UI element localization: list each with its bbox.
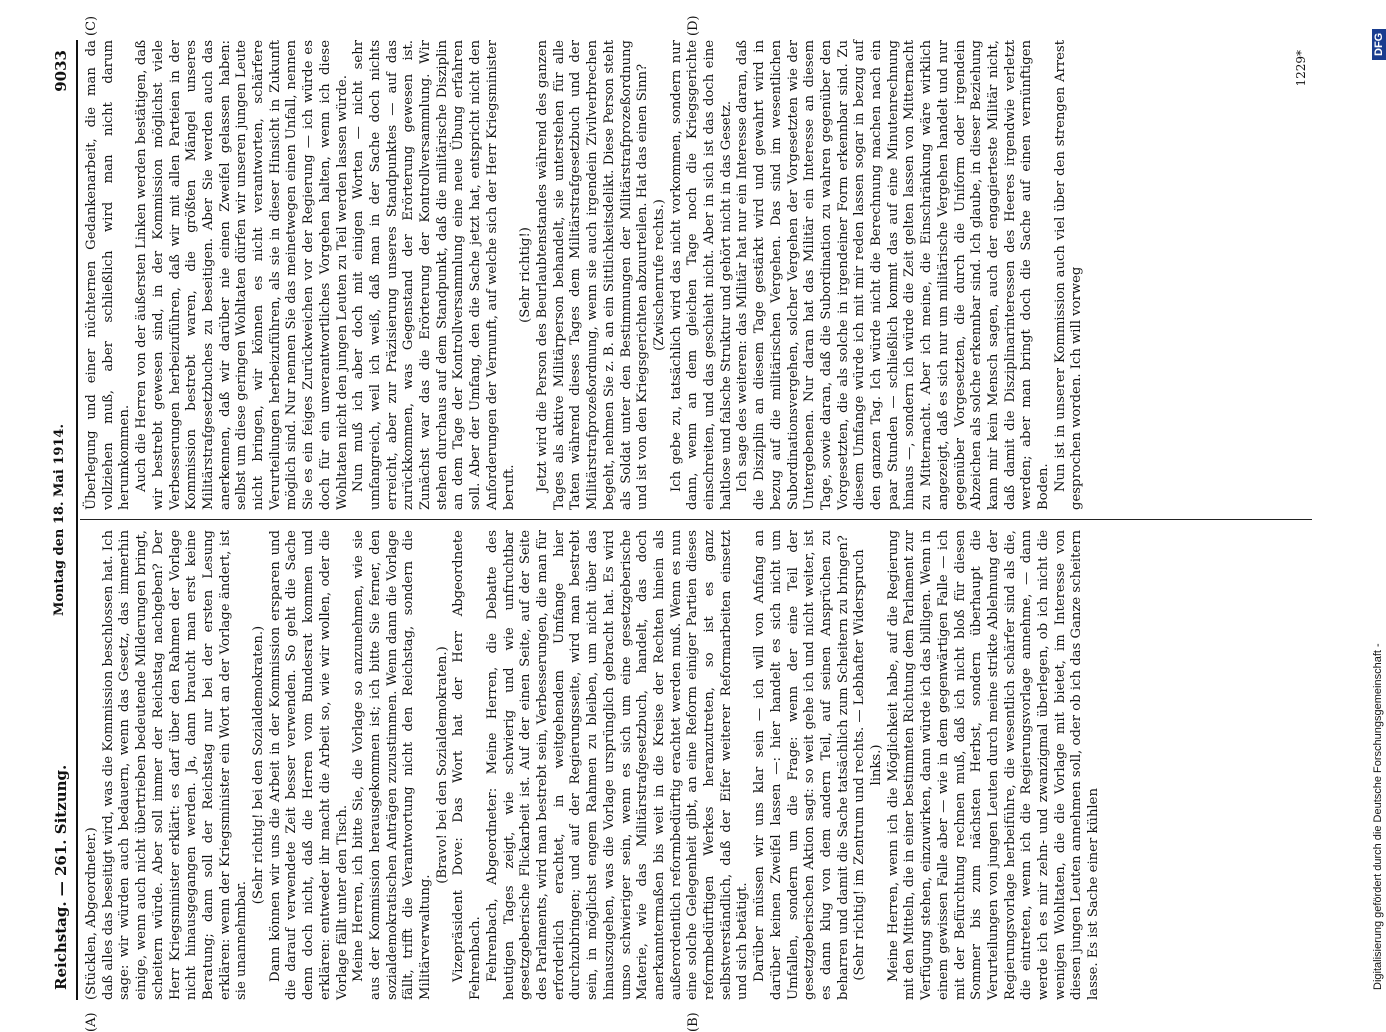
chair-statement: Vizepräsident Dove: Das Wort hat der Herr Abgeordnete Fehrenbach. [451,530,484,1000]
speaker-continuation: (Stücklen, Abgeordneter.) [84,827,99,1000]
paragraph: Meine Herren, ich bitte Sie, die Vorlage so anzunehmen, wie sie aus der Kommission herausgekommen ist; ich bitte Sie ferner, den sozialdemokratischen Anträgen zuzustimmen. Wenn dann die Vorlage fällt, trifft die Verantwortung nicht den Reichstag, sondern die Militärverwaltung. [351,530,434,1000]
paragraph: Meine Herren, wenn ich die Möglichkeit habe, auf die Regierung mit den Mitteln, die in einer bestimmten Richtung dem Parlament zur Verfügung stehen, einzuwirken, dann würde ich das billigen. Wenn in einem gewissen Falle aber — wie in dem gegenwärtigen Falle — ich mit der Befürchtung rechnen muß, daß ich nicht bloß für diesen Sommer bis zum nächsten Herbst, sondern überhaupt die Verurteilungen von jungen Leuten durch meine strikte Ablehnung der Regierungsvorlage herbeiführe, die wesentlich schärfer sind als die, die eintreten, wenn ich die Regierungsvorlage annehme, — dann werde ich es mir zehn- und zwanzigmal überlegen, ob ich nicht die wenigen Wohltaten, die die Vorlage mit bietet, im Interesse von diesen jungen Leuten annehmen soll, oder ob ich das Ganze scheitern lasse. Es ist Sache einer kühlen [885,530,1102,1000]
interjection: (Sehr richtig! bei den Sozialdemokraten.) [251,625,267,905]
column-divider [80,519,1312,520]
margin-marker-b: (B) [686,1012,701,1032]
paragraph: Jetzt wird die Person des Beurlaubtenstandes während des ganzen Tages als aktive Militärperson behandelt, sie unterstehen für alle Taten während dieses Tages dem Militärstrafgesetzbuch und der Militärstrafprozeßordnung, wenn sie auch irgendein Zivilverbrechen begeht, nehmen Sie z. B. an ein Sittlichkeitsdelikt. Diese Person steht als Soldat unter den Bestimmungen der Militärstrafprozeßordnung und ist von den Kriegsgerichten abzuurteilen. Hat das einen Sinn? [534,40,651,510]
interjection: (Sehr richtig! im Zentrum und rechts. — Lebhafter Widerspruch links.) [852,549,885,981]
paragraph: Darüber müssen wir uns klar sein — ich will von Anfang an darüber keinen Zweifel lassen —: hier handelt es sich nicht um Umfallen, sondern um die Frage: wenn der eine Teil der gesetzgeberischen Aktion sagt: so weit gehe ich und nicht weiter, ist es dann klug von dem andern Teil, auf seinen Ansprüchen zu beharren und damit die Sache tatsächlich zum Scheitern zu bringen? [752,530,851,1000]
paragraph: Nun ist in unserer Kommission auch viel über den strengen Arrest gesprochen worden. Ich will vorweg [1052,40,1085,510]
paragraph: Überlegung und einer nüchternen Gedankenarbeit, die man da vollziehen muß, aber schließlich wird man nicht darum herumkommen. [84,40,133,510]
speech-opening: Fehrenbach, Abgeordneter: Meine Herren, die Debatte des heutigen Tages zeigt, wie schwierig und wie unfruchtbar gesetzgeberische Flickarbeit ist. Auf der einen Seite, auf der Seite des Parlaments, wird man bestrebt sein, Verbesserungen, die man für erforderlich erachtet, in weitgehendem Umfange hier durchzubringen; und auf der Regierungsseite, wird man bestrebt sein, in möglichst engem Rahmen zu bleiben, um nicht über das hinauszugehen, was die Vorlage ursprünglich gebracht hat. Es wird umso schwieriger sein, wenn es sich um eine gesetzgeberische Materie, wie das Militärstrafgesetzbuch, handelt, das doch anerkanntermaßen bis weit in die Kreise der Rechten hinein als außerordentlich reformbedürftig erachtet werden muß. Wenn es nun eine solche Gelegenheit gibt, an eine Reform einiger Partien dieses reformbedürftigen Werkes heranzutreten, so ist es ganz selbstverständlich, daß der Eifer weiterer Reformarbeiten einsetzt und sich betätigt. [484,530,751,1000]
header-date: Montag den 18. Mai 1914. [52,423,67,617]
rotated-page [46,15,1316,1032]
dfg-logo: DFG [1372,29,1386,60]
sheet-number: 1229* [1294,50,1308,87]
paragraph: Auch die Herren von der äußersten Linken werden bestätigen, daß wir bestrebt gewesen sind, in der Kommission möglichst viele Verbesserungen herbeizuführen, daß wir mit allen Parteien in der Kommission bestrebt waren, die größten Mängel unseres Militärstrafgesetzbuches zu beseitigen. Aber Sie werden auch das anerkennen, daß wir darüber nie einen Zweifel gelassen haben: selbst um diese geringen Wohltaten dürfen wir unseren jungen Leute nicht bringen, wir können es nicht verantworten, schärfere Verurteilungen herbeizuführen, als sie in dieser Hinsicht in Zukunft möglich sind. Nur nennen Sie das meinetwegen einen Unfall, nennen Sie es ein feiges Zurückweichen vor der Regierung — ich würde es doch für ein unverantwortliches Vorgehen halten, wenn ich diese Wohltaten nicht den jungen Leuten zu Teil werden lassen würde. [134,40,350,510]
interjection: (Bravo! bei den Sozialdemokraten.) [434,646,450,884]
paragraph: Ich sage des weiteren: das Militär hat nur ein Interesse daran, daß die Disziplin an diesem Tage gestärkt wird und gewahrt wird in bezug auf die militärischen Vergehen. Das sind im wesentlichen Subordinationsvergehen, solcher Vergehen der Vorgesetzten wie der Untergebenen. Nur daran hat das Militär ein Interesse an diesem Tage, sowie daran, daß die Subordination zu wahren gegenüber den Vorgesetzten, die als solche in irgendeiner Form erkennbar sind. Zu diesem Umfange würde ich mit mir reden lassen sogar in bezug auf den ganzen Tag. Ich würde nicht die Berechnung machen nach ein paar Stunden — schließlich kommt das auf eine Minutenrechnung hinaus —, sondern ich würde die Zeit gelten lassen von Mitternacht zu Mitternacht. Aber ich meine, die Einschränkung wäre wirklich angezeigt, daß es sich nur um militärische Vergehen handelt und nur gegenüber Vorgesetzten, die durch die Uniform oder irgendein Abzeichen als solche erkennbar sind. Ich glaube, in dieser Beziehung kann mir kein Mensch sagen, auch der engagierteste Militär nicht, daß damit die Disziplinarinteressen des Heeres irgendwie verletzt werden; aber man bringt doch die Sache auf einen vernünftigen Boden. [735,40,1052,510]
header-page-number: 9033 [52,50,70,92]
interjection: (Sehr richtig!) [518,227,534,323]
left-column [84,530,1309,1000]
margin-marker-c: (C) [84,15,99,36]
paragraph: Ich gebe zu, tatsächlich wird das nicht vorkommen, sondern nur dann, wenn an dem gleichen Tage noch die Kriegsgerichte einschreiten, und das geschieht nicht. Aber in sich ist das doch eine haltlose und falsche Struktur und gehört nicht in das Gesetz. [668,40,734,510]
margin-marker-a: (A) [84,1012,99,1032]
right-column [84,40,1309,510]
digitization-credit [1340,0,1385,1000]
paragraph: Dann können wir uns die Arbeit in der Kommission ersparen und die darauf verwendete Zeit besser verwenden. So geht die Sache denn doch nicht, daß die Herren vom Bundesrat kommen und erklären: entweder ihr macht die Arbeit so, wie wir wollen, oder die Vorlage fällt unter den Tisch. [267,530,350,1000]
paragraph: daß alles das beseitigt wird, was die Kommission beschlossen hat. Ich sage: wir würden auch bedauern, wenn das Gesetz, das immerhin einige, wenn auch nicht übertrieben bedeutende Milderungen bringt, scheitern würde. Aber soll immer der Reichstag nachgeben? Der Herr Kriegsminister erklärt: es darf über den Rahmen der Vorlage nicht hinausgegangen werden. Ja, dann braucht man erst keine Beratung; dann soll der Reichstag nur bei der ersten Lesung erklären: wenn der Kriegsminister ein Wort an der Vorlage ändert, ist sie unannehmbar. [100,530,250,1000]
header-session: Reichstag. — 261. Sitzung. [52,764,70,990]
page-header [46,40,78,1000]
margin-marker-d: (D) [686,15,701,36]
interjection: (Zwischenrufe rechts.) [651,199,667,351]
credit-text: Digitalisierung gefördert durch die Deutsche Forschungsgemeinschaft - [1372,643,1384,990]
paragraph: Nun muß ich aber doch mit einigen Worten — nicht sehr umfangreich, weil ich weiß, daß man in der Sache doch nichts erreicht, aber zur Präzisierung unseres Standpunktes — auf das zurückkommen, was Gegenstand der Erörterung gewesen ist. Zunächst war das die Erörterung der Kontrollversammlung. Wir stehen durchaus auf dem Standpunkt, daß die militärische Disziplin an dem Tage der Kontrollversammlung eine neue Übung erfahren soll. Aber der Umfang, den die Sache jetzt hat, entspricht nicht den Anforderungen der Vernunft, auf welche sich der Herr Kriegsminister beruft. [351,40,517,510]
